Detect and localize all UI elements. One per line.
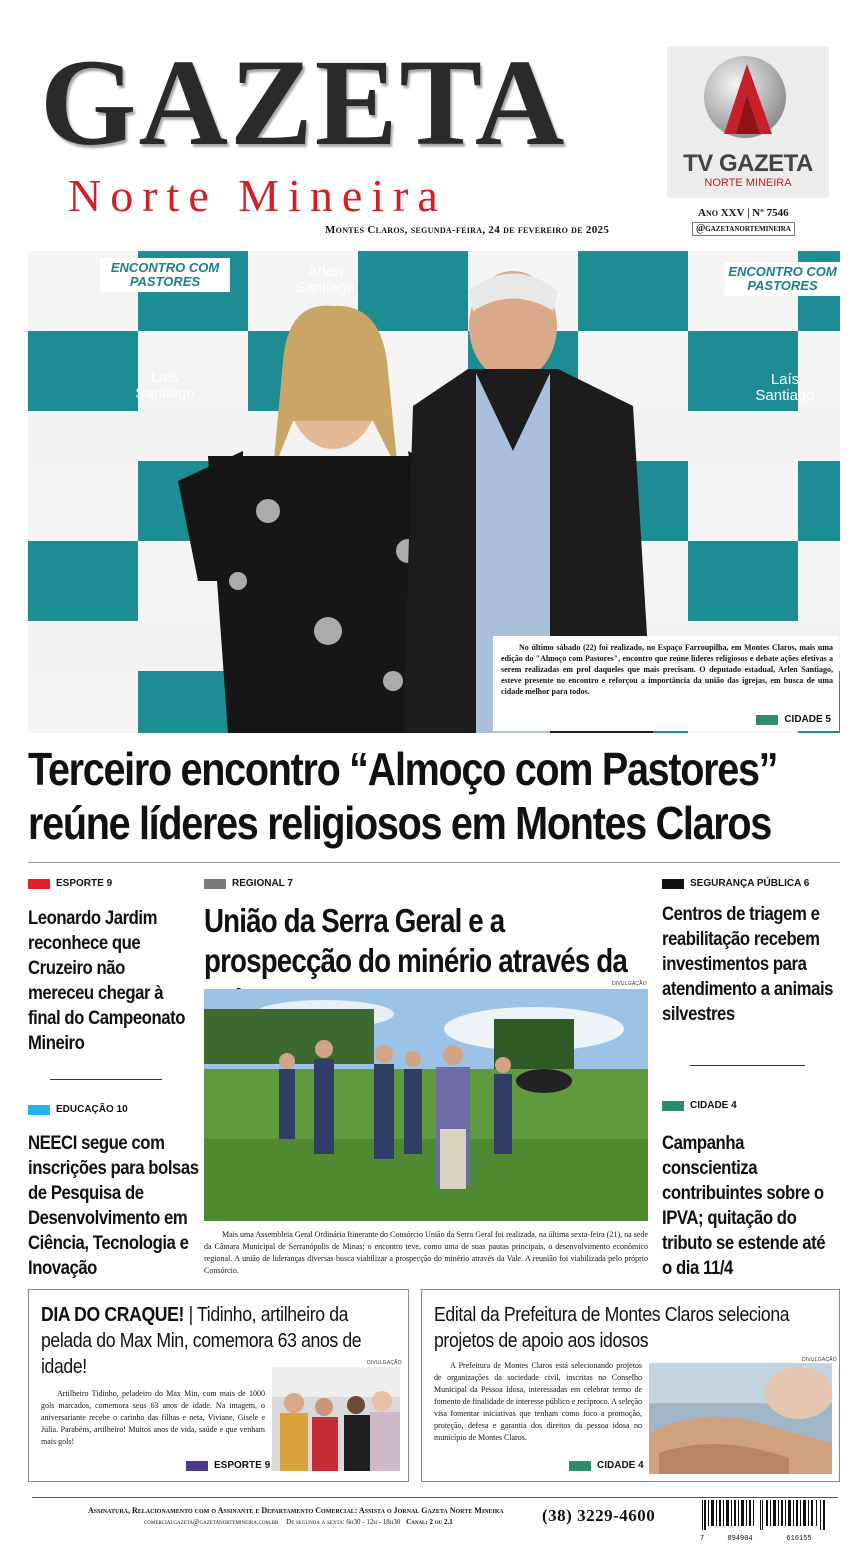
tag-label: REGIONAL 7 <box>232 878 293 889</box>
tag-label: ESPORTE 9 <box>214 1460 271 1471</box>
tidinho-photo <box>272 1367 400 1471</box>
tag-label: EDUCAÇÃO 10 <box>56 1104 128 1115</box>
main-headline[interactable] <box>28 742 845 850</box>
box-edital-title[interactable]: Edital da Prefeitura de Montes Claros seleciona projetos de apoio aos idosos <box>434 1304 790 1352</box>
tag-label: SEGURANÇA PÚBLICA 6 <box>690 878 810 889</box>
tag-swatch <box>204 879 226 889</box>
main-photo-caption <box>493 636 839 731</box>
barcode-digits <box>700 1535 828 1544</box>
barcode-group2: 616155 <box>786 1535 812 1543</box>
edition-date: Montes Claros, segunda-feira, 24 de fevereiro de 2025 <box>325 224 610 236</box>
photo-credit: DIVULGAÇÃO <box>612 981 647 987</box>
section-tag-esporte[interactable] <box>28 878 112 889</box>
tag-label: ESPORTE 9 <box>56 878 113 889</box>
divider <box>28 862 840 863</box>
idosos-photo <box>649 1363 832 1474</box>
backdrop-event-label-2: ENCONTRO COM PASTORES <box>725 262 840 296</box>
footer-divider <box>32 1497 838 1498</box>
barcode-icon <box>700 1500 828 1530</box>
box-craque-title-bold: DIA DO CRAQUE! <box>41 1304 185 1326</box>
section-tag-regional[interactable] <box>204 878 293 889</box>
tv-logo-name: TV GAZETA <box>683 150 813 177</box>
tag-swatch <box>28 1105 50 1115</box>
divider <box>50 1079 162 1080</box>
box-edital-idosos <box>421 1289 840 1482</box>
tv-triangle-icon <box>716 60 778 140</box>
newspaper-title: GAZETA <box>40 34 567 171</box>
barcode-group1: 894904 <box>727 1535 753 1543</box>
story-cruzeiro-title[interactable]: Leonardo Jardim reconhece que Cruzeiro não mereceu chegar à final do Campeonato Mineiro <box>28 908 185 1054</box>
divider <box>690 1065 805 1066</box>
photo-credit: DIVULGAÇÃO <box>367 1360 402 1366</box>
backdrop-name-lais: Laís Santiago <box>135 369 195 402</box>
edition-number: Ano XXV | Nº 7546 <box>698 207 789 219</box>
box-craque-title-rest: | Tidinho, artilheiro da pelada do Max Min, comemora 63 anos de idade! <box>41 1304 362 1378</box>
tag-swatch <box>569 1461 591 1471</box>
headline-line2: reúne líderes religiosos em Montes Claros <box>28 797 771 849</box>
section-tag-cidade4-box[interactable] <box>569 1460 644 1471</box>
backdrop-name-arlen: Arlen Santiago <box>295 263 355 296</box>
footer-hours: De segunda a sexta: 6h30 - 12h - 18h30 <box>286 1518 401 1526</box>
footer-channel: Canal: 2 ou 2.1 <box>406 1518 453 1526</box>
story-serra-geral-title[interactable]: União da Serra Geral e a prospecção do minério através da <box>204 902 627 979</box>
footer-email[interactable]: comercialgazeta@gazetanortemineira.com.br <box>144 1518 279 1526</box>
serra-geral-caption: Mais uma Assembleia Geral Ordinária Itinerante do Consórcio União da Serra Geral foi realizada, na última sexta-feira (21), na sede da Câmara Municipal de Serranópolis de Minas; o encontro teve, como uma de suas pautas principais, o desenvolvimento econômico regional. A união de lideranças diversas busca viabilizar a prospecção do minério através da Vale. A reunião foi viabilizada pelo próprio Consórcio. <box>204 1230 648 1275</box>
newspaper-subtitle: Norte Mineira <box>68 170 447 221</box>
story-triagem-title[interactable]: Centros de triagem e reabilitação recebem investimentos para atendimento a animais silvestres <box>662 904 834 1025</box>
tag-swatch <box>186 1461 208 1471</box>
footer-contact <box>144 1518 453 1526</box>
tag-label: CIDADE 4 <box>690 1100 737 1111</box>
backdrop-name-lais-2: Laís Santiago <box>755 371 815 404</box>
tv-logo-sub: NORTE MINEIRA <box>704 177 792 189</box>
section-tag-educacao[interactable] <box>28 1104 128 1115</box>
section-tag-seguranca[interactable] <box>662 878 809 889</box>
barcode-prefix: 7 <box>700 1535 705 1543</box>
backdrop-event-label: ENCONTRO COM PASTORES <box>100 258 230 292</box>
section-tag-cidade5[interactable] <box>756 714 831 725</box>
social-handle: @gazetanortemineira <box>692 222 795 236</box>
story-neeci-title[interactable]: NEECI segue com inscrições para bolsas de Pesquisa de Desenvolvimento em Ciência, Tecnologia e Inovação <box>28 1133 199 1279</box>
headline-line1: Terceiro encontro “Almoço com Pastores” <box>28 743 778 795</box>
tag-swatch <box>662 1101 684 1111</box>
box-edital-text: A Prefeitura de Montes Claros está selecionando projetos de organizações da sociedade civil, inscritas no Conselho Municipal da Pessoa Idosa, interessadas em celebrar termo de fomento de finalidade de interesse público e recíproco. A seleção visa fomentar iniciativas que tenham como foco a promoção, proteção, defesa e garantia dos direitos da pessoa idosa no município de Montes Claros. <box>434 1361 642 1442</box>
caption-text: No último sábado (22) foi realizado, no Espaço Farroupilha, em Montes Claros, mais uma edição do "Almoço com Pastores", encontro que reúne líderes religiosos e debate ações efetivas a serem realizadas em prol daqueles que mais precisam. O deputado estadual, Arlen Santiago, esteve presente no encontro e reforçou a importância da união das igrejas, em busca de uma cidade melhor para todos. <box>501 643 833 696</box>
section-tag-cidade4[interactable] <box>662 1100 737 1111</box>
tag-swatch <box>28 879 50 889</box>
footer-subscription: Assinatura, Relacionamento com o Assinante e Departamento Comercial: Assista o Jornal Gazeta Norte Mineira <box>88 1506 504 1515</box>
tag-label: CIDADE 5 <box>784 714 831 725</box>
box-dia-do-craque <box>28 1289 409 1482</box>
tag-label: CIDADE 4 <box>597 1460 644 1471</box>
barcode <box>700 1500 828 1543</box>
section-tag-esporte-box[interactable] <box>186 1460 270 1471</box>
footer-phone[interactable]: (38) 3229-4600 <box>542 1506 656 1525</box>
photo-credit: DIVULGAÇÃO <box>802 1357 837 1363</box>
tag-swatch <box>756 715 778 725</box>
box-craque-text: Artilheiro Tidinho, peladeiro do Max Min, com mais de 1000 gols marcados, comemora seus 63 anos de idade. Na imagem, o aniversariante recebe o carinho das filhas e neta, Viviane, Gisele e Júlia. Parabéns, artilheiro! Muitos anos de vida, saúde e que venham mais gols! <box>41 1389 265 1446</box>
tag-swatch <box>662 879 684 889</box>
serra-geral-photo <box>204 989 648 1221</box>
story-ipva-title[interactable]: Campanha conscientiza contribuintes sobre o IPVA; quitação do tributo se estende até o dia 11/4 <box>662 1133 826 1279</box>
